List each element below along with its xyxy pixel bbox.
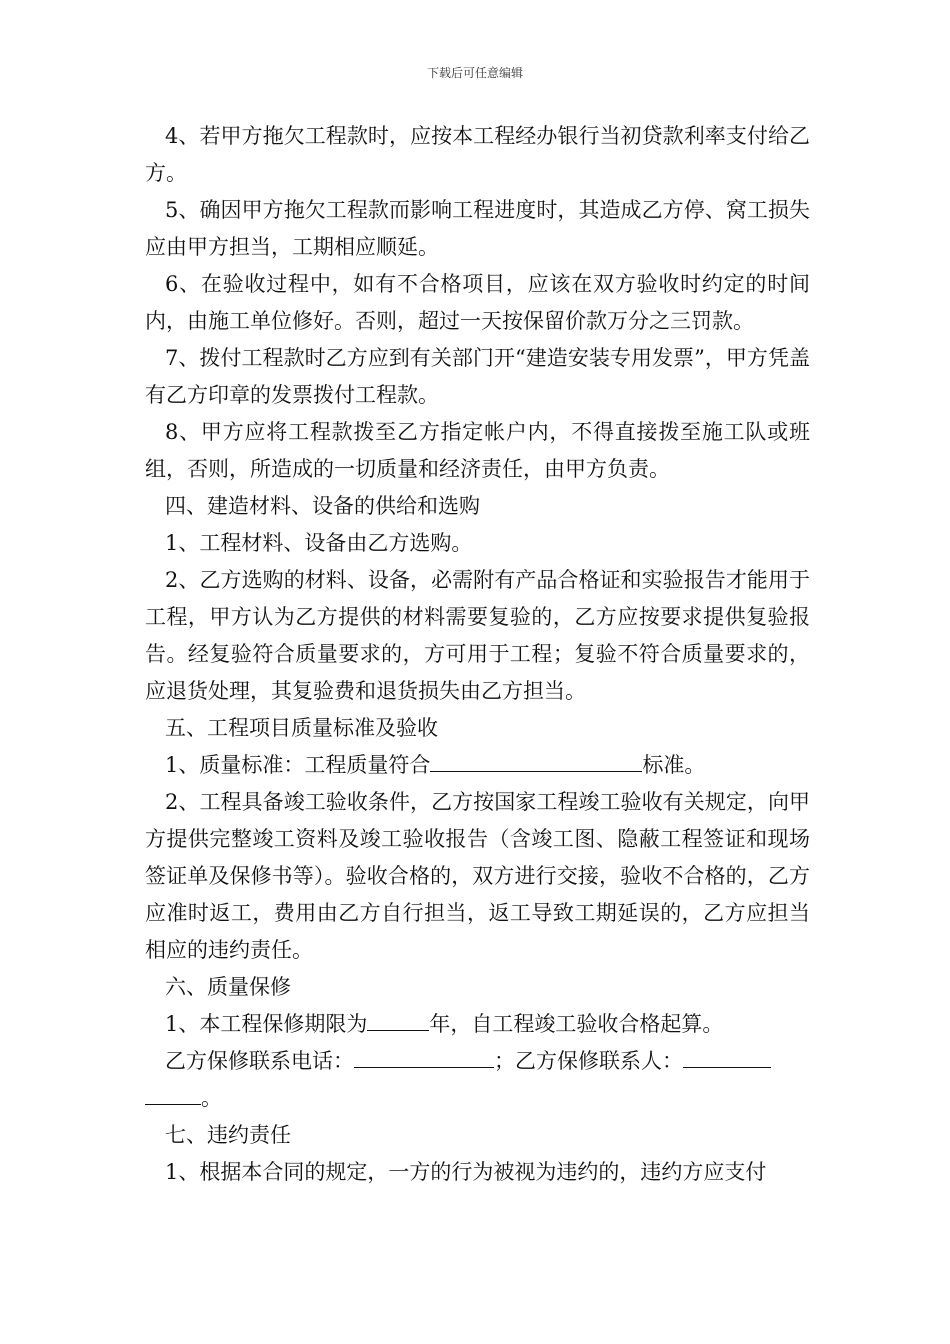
clause-5: 5、确因甲方拖欠工程款而影响工程进度时，其造成乙方停、窝工损失应由甲方担当，工期相应顺延。 — [145, 198, 810, 259]
document-body — [145, 118, 810, 1191]
page-header: 下载后可任意编辑 — [426, 66, 523, 80]
clause-6: 6、在验收过程中，如有不合格项目，应该在双方验收时约定的时间内，由施工单位修好。否则，超过一天按保留价款万分之三罚款。 — [145, 272, 810, 333]
quality-standard-blank — [430, 751, 642, 772]
warranty-contact-label: ；乙方保修联系人： — [494, 1049, 683, 1073]
quality-standard-suffix: 标准。 — [642, 753, 706, 777]
section-5-clause-1 — [145, 747, 810, 784]
warranty-period-blank — [367, 1010, 429, 1031]
warranty-contact-end: 。 — [201, 1086, 222, 1110]
section-heading-7: 七、违约责任 — [165, 1123, 291, 1147]
section-7-clause-1: 1、根据本合同的规定，一方的行为被视为违约的，违约方应支付 — [165, 1160, 767, 1184]
warranty-contact-line — [145, 1043, 810, 1117]
warranty-contact-blank — [683, 1047, 771, 1068]
clause-8: 8、甲方应将工程款拨至乙方指定帐户内，不得直接拨至施工队或班组，否则，所造成的一切质量和经济责任，由甲方负责。 — [145, 420, 810, 481]
section-6-clause-1 — [145, 1006, 810, 1043]
section-5-clause-2: 2、工程具备竣工验收条件，乙方按国家工程竣工验收有关规定，向甲方提供完整竣工资料及竣工验收报告（含竣工图、隐蔽工程签证和现场签证单及保修书等）。验收合格的，双方进行交接，验收不合格的，乙方应准时返工，费用由乙方自行担当，返工导致工期延误的，乙方应担当相应的违约责任。 — [145, 790, 810, 962]
section-heading-4: 四、建造材料、设备的供给和选购 — [165, 494, 480, 518]
warranty-contact-blank-continued — [145, 1084, 201, 1105]
quality-standard-label: 1、质量标准：工程质量符合 — [165, 753, 431, 777]
warranty-phone-label: 乙方保修联系电话： — [165, 1049, 354, 1073]
section-heading-5: 五、工程项目质量标准及验收 — [165, 716, 438, 740]
warranty-period-label: 1、本工程保修期限为 — [165, 1012, 368, 1036]
warranty-phone-blank — [354, 1047, 494, 1068]
section-4-clause-1: 1、工程材料、设备由乙方选购。 — [165, 531, 473, 555]
clause-7: 7、拨付工程款时乙方应到有关部门开“建造安装专用发票”，甲方凭盖有乙方印章的发票拨付工程款。 — [145, 346, 810, 407]
section-4-clause-2: 2、乙方选购的材料、设备，必需附有产品合格证和实验报告才能用于工程，甲方认为乙方提供的材料需要复验的，乙方应按要求提供复验报告。经复验符合质量要求的，方可用于工程；复验不符合质量要求的，应退货处理，其复验费和退货损失由乙方担当。 — [145, 568, 810, 703]
warranty-period-suffix: 年，自工程竣工验收合格起算。 — [429, 1012, 724, 1036]
section-heading-6: 六、质量保修 — [165, 975, 291, 999]
clause-4: 4、若甲方拖欠工程款时，应按本工程经办银行当初贷款利率支付给乙方。 — [145, 124, 810, 185]
